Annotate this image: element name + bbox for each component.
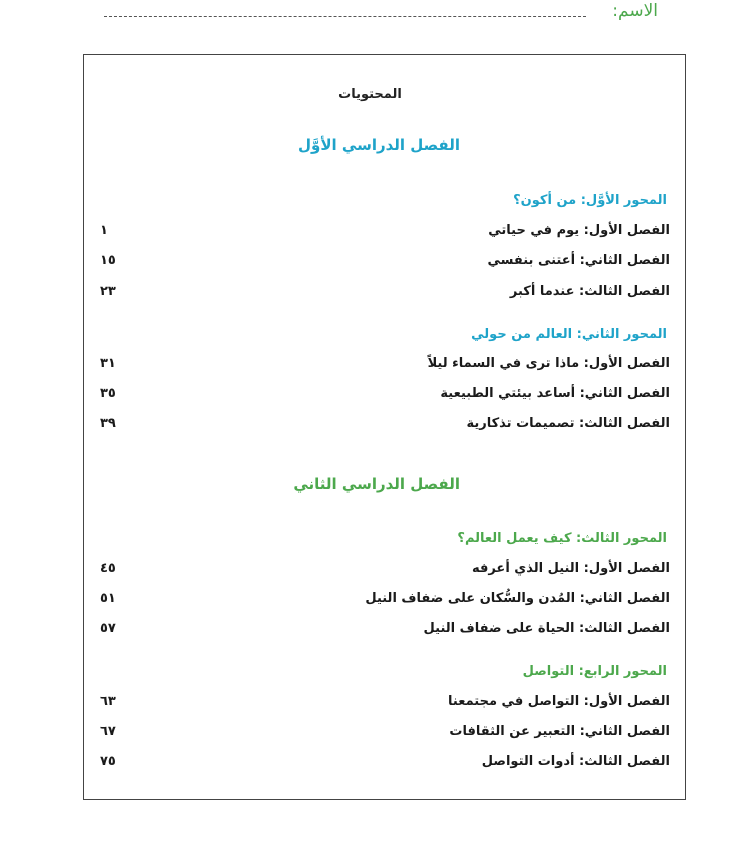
name-label: الاسم:: [612, 1, 658, 21]
entry-page-number: ٧٥: [100, 754, 116, 769]
entry-title: الفصل الأول: النيل الذي أعرفه: [471, 561, 670, 576]
toc-entry[interactable]: [100, 561, 670, 581]
entry-page-number: ٥٧: [100, 621, 116, 636]
entry-page-number: ٤٥: [100, 561, 116, 576]
entry-page-number: ٥١: [100, 591, 116, 606]
toc-entry[interactable]: [100, 253, 670, 273]
entry-page-number: ٣١: [100, 356, 116, 371]
entry-title: الفصل الثالث: أدوات التواصل: [481, 754, 670, 769]
entry-title: الفصل الثاني: أعتنى بنفسي: [487, 253, 670, 268]
toc-entry[interactable]: [100, 284, 670, 304]
semester-1-title: الفصل الدراسي الأوَّل: [298, 136, 460, 154]
entry-page-number: ٣٥: [100, 386, 116, 401]
entry-title: الفصل الأول: التواصل في مجتمعنا: [448, 694, 670, 709]
entry-page-number: ١: [100, 223, 108, 238]
entry-title: الفصل الأول: ماذا ترى في السماء ليلاً: [427, 356, 670, 371]
toc-entry[interactable]: [100, 621, 670, 641]
entry-title: الفصل الأول: يوم في حياتي: [488, 223, 670, 238]
axis-4-title: المحور الرابع: التواصل: [522, 664, 667, 679]
entry-page-number: ٢٣: [100, 284, 116, 299]
toc-entry[interactable]: [100, 724, 670, 744]
toc-entry[interactable]: [100, 591, 670, 611]
entry-page-number: ٦٣: [100, 694, 116, 709]
toc-entry[interactable]: [100, 416, 670, 436]
entry-title: الفصل الثاني: التعبير عن الثقافات: [449, 724, 670, 739]
toc-title: المحتويات: [338, 87, 402, 102]
entry-title: الفصل الثاني: أساعد بيئتي الطبيعية: [440, 386, 670, 401]
entry-page-number: ٦٧: [100, 724, 116, 739]
axis-2-title: المحور الثاني: العالم من حولي: [471, 327, 667, 342]
toc-entry[interactable]: [100, 694, 670, 714]
toc-entry[interactable]: [100, 356, 670, 376]
axis-3-title: المحور الثالث: كيف يعمل العالم؟: [457, 531, 667, 546]
semester-2-title: الفصل الدراسي الثاني: [293, 475, 460, 493]
entry-page-number: ١٥: [100, 253, 116, 268]
name-row: [0, 0, 740, 30]
entry-title: الفصل الثالث: عندما أكبر: [509, 284, 670, 299]
entry-title: الفصل الثالث: الحياة على ضفاف النيل: [423, 621, 670, 636]
toc-entry[interactable]: [100, 386, 670, 406]
toc-entry[interactable]: [100, 223, 670, 243]
entry-page-number: ٣٩: [100, 416, 116, 431]
axis-1-title: المحور الأوَّل: من أكون؟: [513, 193, 667, 208]
entry-title: الفصل الثالث: تصميمات تذكارية: [466, 416, 670, 431]
entry-title: الفصل الثاني: المُدن والسُّكان على ضفاف النيل: [365, 591, 670, 606]
name-line: [104, 16, 586, 17]
toc-entry[interactable]: [100, 754, 670, 774]
